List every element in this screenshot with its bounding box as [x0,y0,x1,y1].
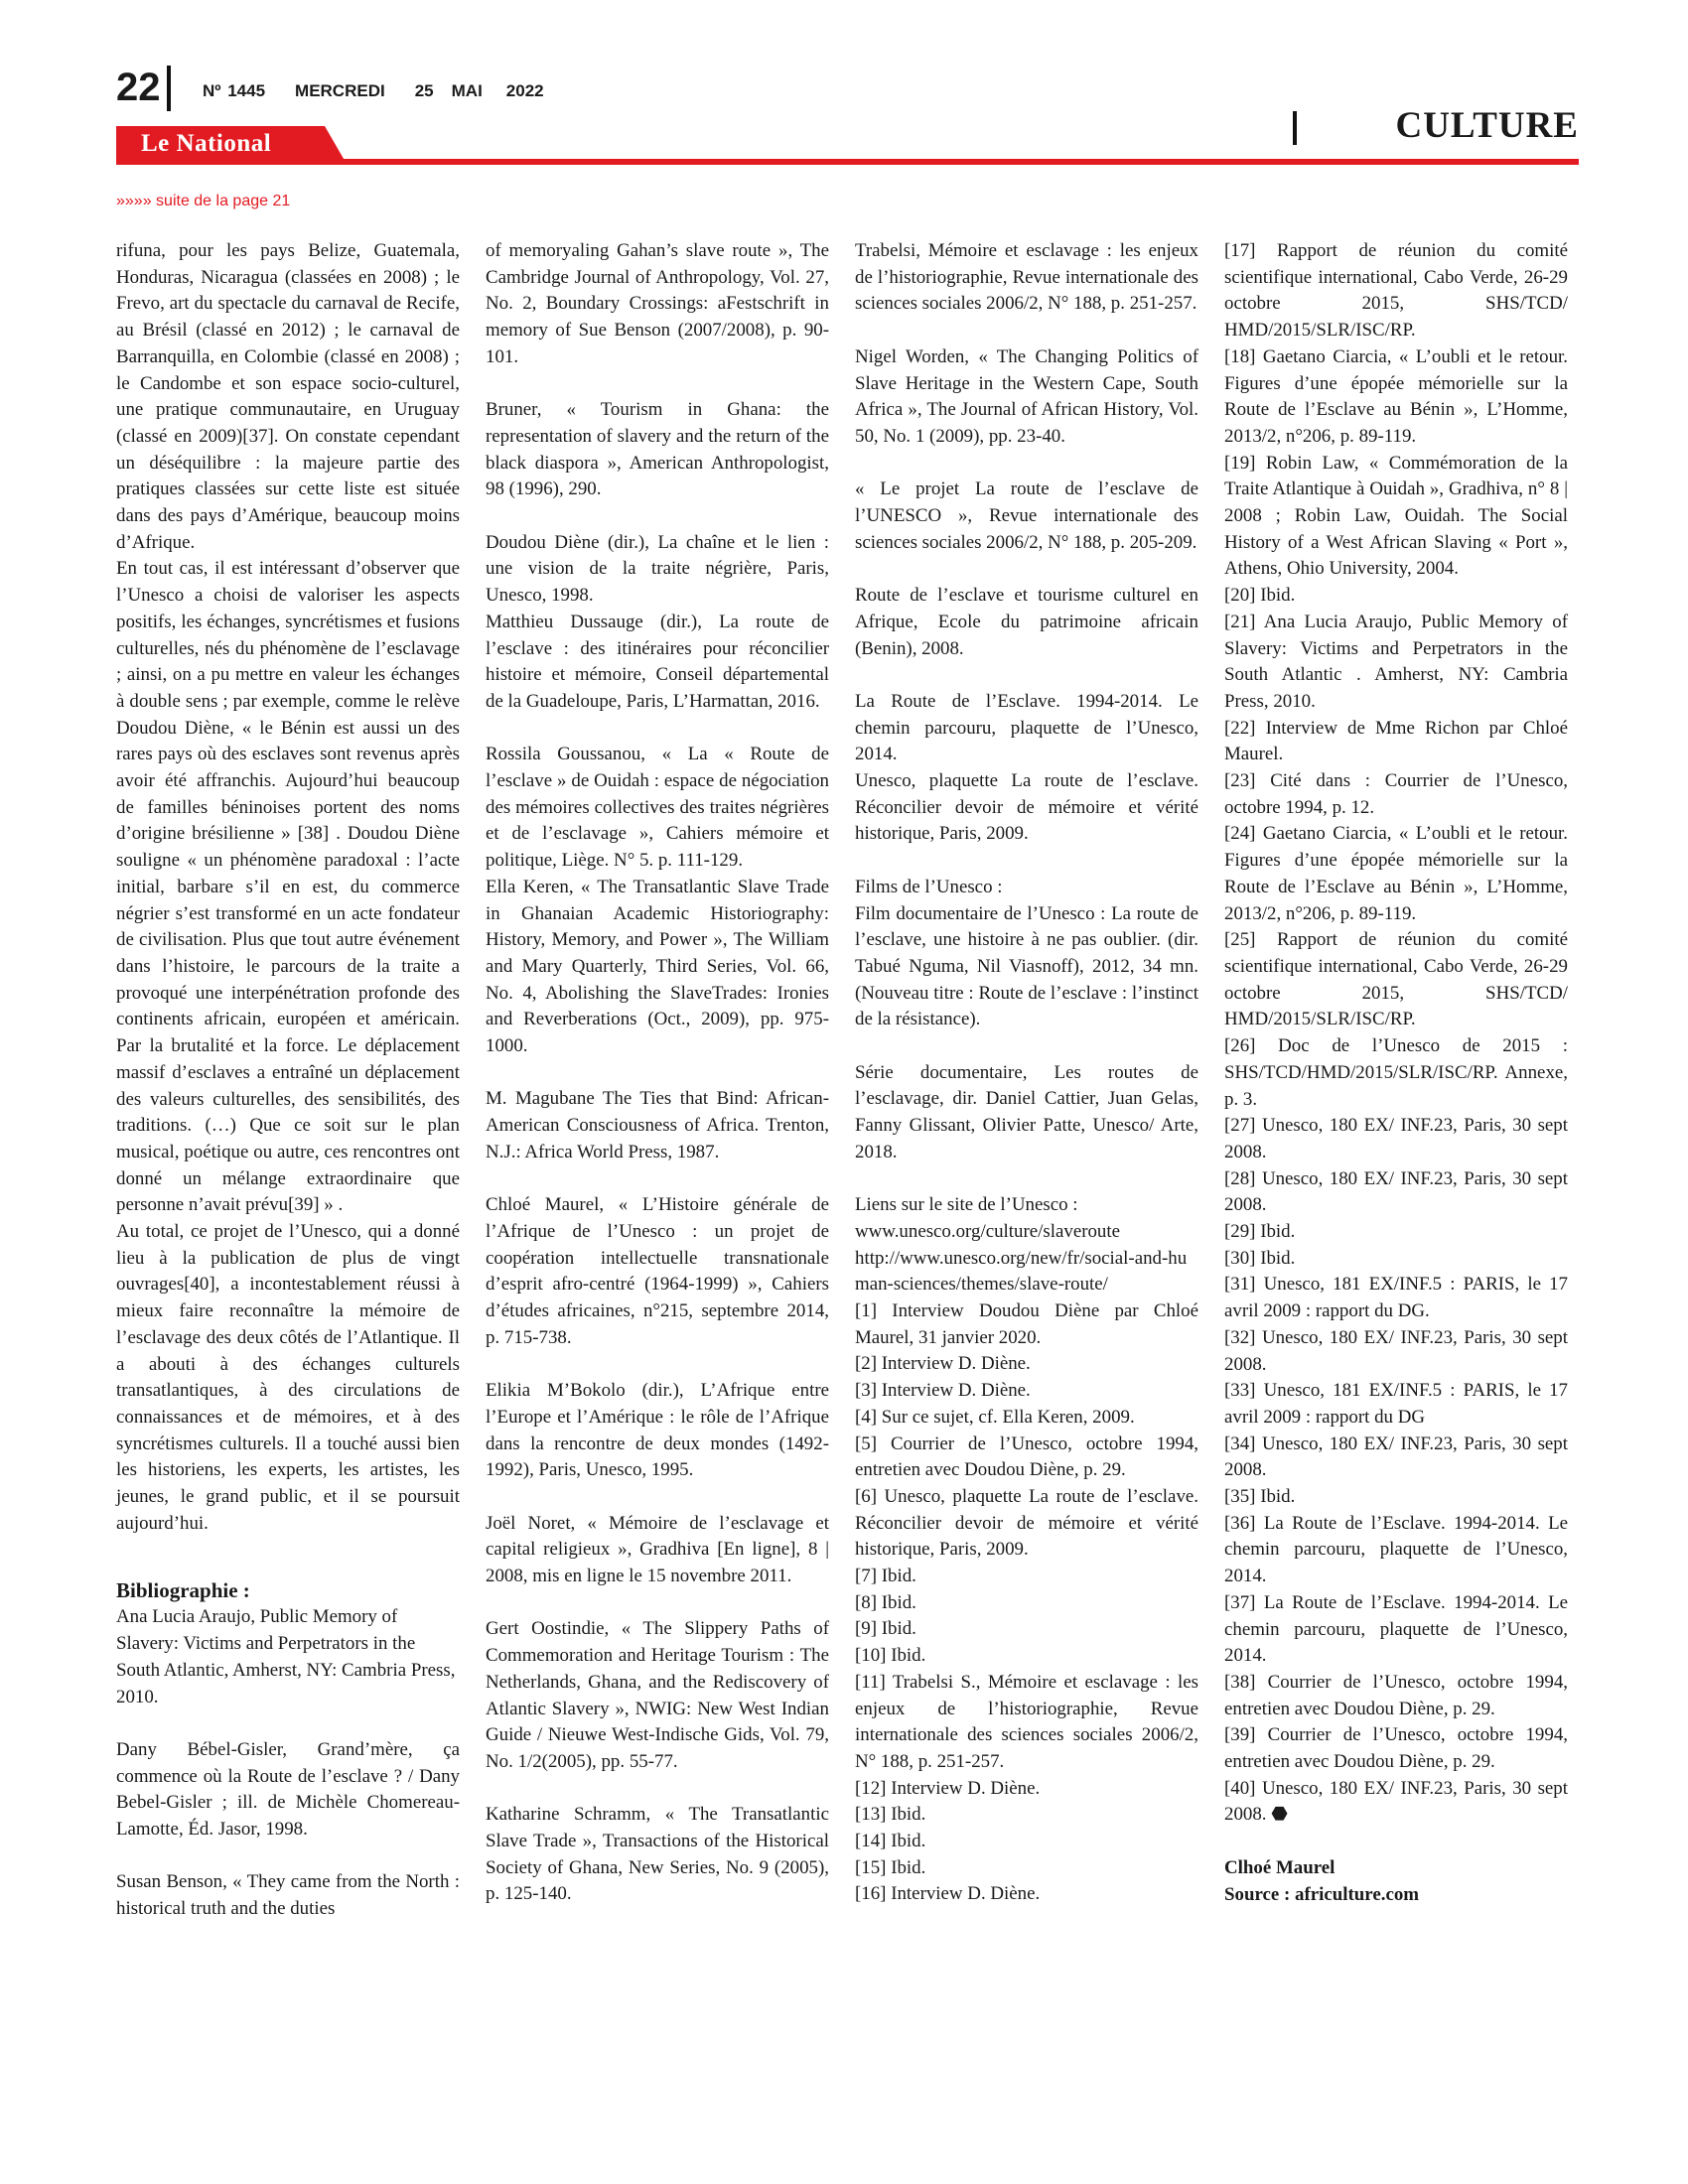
bib-entry: Nigel Worden, « The Changing Politics of Slave Heritage in the Western Cape, South Africa », The Journal of African History, Vol. 50, No. 1 (2009), pp. 23-40. [855,345,1198,447]
bib-entry: M. Magubane The Ties that Bind: African-American Consciousness of Africa. Trenton, N.J.: Africa World Press, 1987. [486,1088,829,1162]
footnote: [22] Interview de Mme Richon par Chloé Maurel. [1224,717,1568,765]
day: 25 [414,81,434,100]
bib-entry: Route de l’esclave et tourisme culturel en Afrique, Ecole du patrimoine africain (Benin), 2008. [855,585,1198,659]
bib-entry: Ana Lucia Araujo, Public Memory of Slavery: Victims and Perpetrators in the South Atlantic, Amherst, NY: Cambria Press, 2010. [116,1606,456,1707]
paragraph: En tout cas, il est intéressant d’observer que l’Unesco a choisi de valoriser les aspects positifs, les échanges, syncrétismes et fusions culturelles, nés du phénomène de l’esclavage ; ainsi, on a pu mettre en valeur les échanges à double sens ; par exemple, comme le relève Doudou Diène, « le Bénin est aussi un des rares pays où des esclaves sont revenus après avoir été affranchis. Aujourd’hui beaucoup de familles béninoises portent des noms d’origine brésilienne » [38] . Doudou Diène souligne « un phénomène paradoxal : l’acte initial, barbare s’il en est, du commerce négrier s’est transformé en un acte fondateur de civilisation. Plus que tout autre événement dans l’histoire, le parcours de la traite a provoqué une interpénétration profonde des continents africain, européen et américain. Par la brutalité et la force. Le déplacement massif d’esclaves a entraîné un déplacement des valeurs culturelles, des sensibilités, des traditions. (…) Que ce soit sur le plan musical, poétique ou autre, ces rencontres ont donné un mélange extraordinaire que personne n’avait prévu[39] » . [116,558,460,1216]
bib-entry: Chloé Maurel, « L’Histoire générale de l’Afrique de l’Unesco : un projet de coopération intellectuelle transnationale d’esprit afro-centré (1964-1999) », Cahiers d’études africaines, n°215, septembre 2014, p. 715-738. [486,1194,829,1348]
footnote: [38] Courrier de l’Unesco, octobre 1994, entretien avec Doudou Diène, p. 29. [1224,1671,1568,1719]
brand-logo: Le National [141,130,272,157]
film-entry: Série documentaire, Les routes de l’esclavage, dir. Daniel Cattier, Juan Gelas, Fanny Glissant, Olivier Patte, Unesco/ Arte, 2018. [855,1061,1198,1162]
footnote: [36] La Route de l’Esclave. 1994-2014. Le chemin parcouru, plaquette de l’Unesco, 2014. [1224,1512,1568,1587]
footnote: [19] Robin Law, « Commémoration de la Traite Atlantique à Ouidah », Gradhiva, n° 8 | 2008 ; Robin Law, Ouidah. The Social History of a West African Slaving « Port », Athens, Ohio University, 2004. [1224,452,1568,580]
footnote: [31] Unesco, 181 EX/INF.5 : PARIS, le 17 avril 2009 : rapport du DG. [1224,1274,1568,1322]
bib-entry: Katharine Schramm, « The Transatlantic Slave Trade », Transactions of the Historical Society of Ghana, New Series, No. 9 (2005), p. 125-140. [486,1804,829,1905]
footnote: [24] Gaetano Ciarcia, « L’oubli et le retour. Figures d’une épopée mémorielle sur la Route de l’Esclave au Bénin », L’Homme, 2013/2, n°206, p. 89-119. [1224,823,1568,924]
footnote: [21] Ana Lucia Araujo, Public Memory of Slavery: Victims and Perpetrators in the South Atlantic . Amherst, NY: Cambria Press, 2010. [1224,611,1568,712]
continued-from: »»»» suite de la page 21 [116,193,291,209]
footnote: [37] La Route de l’Esclave. 1994-2014. Le chemin parcouru, plaquette de l’Unesco, 2014. [1224,1591,1568,1667]
films-title: Films de l’Unesco : [855,876,1003,897]
bibliography-title: Bibliographie : [116,1578,250,1603]
column-1 [116,238,460,1923]
page-header [0,0,1688,179]
footnote: [33] Unesco, 181 EX/INF.5 : PARIS, le 17 avril 2009 : rapport du DG [1224,1380,1568,1428]
footnote: [25] Rapport de réunion du comité scientifique international, Cabo Verde, 26-29 octobre 2015, SHS/TCD/ HMD/2015/SLR/ISC/RP. [1224,929,1568,1030]
bib-entry: Elikia M’Bokolo (dir.), L’Afrique entre l’Europe et l’Amérique : le rôle de l’Afrique dans la rencontre de deux mondes (1492-1992), Paris, Unesco, 1995. [486,1380,829,1481]
bib-entry: Unesco, plaquette La route de l’esclave. Réconcilier devoir de mémoire et vérité historique, Paris, 2009. [855,770,1198,845]
header-rule [116,159,1579,165]
footnote: [12] Interview D. Diène. [855,1777,1041,1799]
footnote: [13] Ibid. [855,1804,926,1826]
bib-entry: Dany Bébel-Gisler, Grand’mère, ça commence où la Route de l’esclave ? / Dany Bebel-Gisler ; ill. de Michèle Chomereau-Lamotte, Éd. Jasor, 1998. [116,1738,460,1841]
bib-entry: Gert Oostindie, « The Slippery Paths of Commemoration and Heritage Tourism : The Netherlands, Ghana, and the Rediscovery of Atlantic Slavery », NWIG: New West Indian Guide / Nieuwe West-Indische Gids, Vol. 79, No. 1/2(2005), pp. 55-77. [486,1618,829,1772]
footnote: [10] Ibid. [855,1645,926,1667]
footnote: [34] Unesco, 180 EX/ INF.23, Paris, 30 sept 2008. [1224,1433,1568,1481]
footnote: [8] Ibid. [855,1591,916,1613]
links-title: Liens sur le site de l’Unesco : [855,1194,1078,1216]
footnote: [26] Doc de l’Unesco de 2015 : SHS/TCD/HMD/2015/SLR/ISC/RP. Annexe, p. 3. [1224,1035,1568,1110]
issue-number: Nº 1445 [203,81,266,100]
column-4 [1224,238,1568,1908]
section-title: CULTURE [1395,105,1579,146]
footnote: [27] Unesco, 180 EX/ INF.23, Paris, 30 sept 2008. [1224,1115,1568,1162]
bib-entry: Ella Keren, « The Transatlantic Slave Trade in Ghanaian Academic Historiography: History, Memory, and Power », The William and Mary Quarterly, Third Series, Vol. 66, No. 4, Abolishing the SlaveTrades: Ironies and Reverberations (Oct., 2009), pp. 975-1000. [486,876,829,1057]
footnote: [39] Courrier de l’Unesco, octobre 1994, entretien avec Doudou Diène, p. 29. [1224,1724,1568,1773]
bib-entry: Susan Benson, « They came from the North : historical truth and the duties [116,1871,460,1920]
bib-entry: Trabelsi, Mémoire et esclavage : les enjeux de l’historiographie, Revue internationale des sciences sociales 2006/2, N° 188, p. 251-257. [855,240,1198,315]
paragraph: Au total, ce projet de l’Unesco, qui a donné lieu à la publication de plus de vingt ouvrages[40], a incontestablement réussi à mieux faire reconnaître la mémoire de l’esclavage des deux côtés de l’Atlantique. Il a abouti à des échanges culturels transatlantiques, à des circulations de connaissances et de mémoires, et à des syncrétismes culturels. Il a touché aussi bien les historiens, les experts, les artistes, les jeunes, le grand public, et il se poursuit aujourd’hui. [116,1221,460,1534]
link[interactable]: http://www.unesco.org/new/fr/social-and-human-sciences/themes/slave-route/ [855,1247,1188,1296]
source-credit: Source : africulture.com [1224,1883,1420,1905]
footnote-last [1224,1776,1568,1829]
column-3 [855,238,1198,1908]
page-number: 22 [116,66,161,109]
footnote: [29] Ibid. [1224,1221,1296,1243]
footnote: [40] Unesco, 180 EX/ INF.23, Paris, 30 sept 2008. [1224,1777,1568,1826]
end-mark-icon: ⬣ [1271,1804,1288,1826]
footnote: [28] Unesco, 180 EX/ INF.23, Paris, 30 sept 2008. [1224,1167,1568,1216]
footnote: [1] Interview Doudou Diène par Chloé Maurel, 31 janvier 2020. [855,1300,1198,1348]
paragraph: rifuna, pour les pays Belize, Guatemala, Honduras, Nicaragua (classées en 2008) ; le Frevo, art du spectacle du carnaval de Recife, au Brésil (classé en 2012) ; le carnaval de Barranquilla, en Colombie (classé en 2008) ; le Candombe et son espace socio-culturel, une pratique communautaire, en Uruguay (classé en 2009)[37]. On constate cependant un déséquilibre : la majeure partie des pratiques classées sur cette liste est située dans des pays d’Amérique, beaucoup moins d’Afrique. [116,240,460,553]
bib-entry: of memoryaling Gahan’s slave route », The Cambridge Journal of Anthropology, Vol. 27, No. 2, Boundary Crossings: aFestschrift in memory of Sue Benson (2007/2008), p. 90-101. [486,240,829,367]
bib-entry: Bruner, « Tourism in Ghana: the representation of slavery and the return of the black diaspora », American Anthropologist, 98 (1996), 290. [486,399,829,500]
bib-entry: Joël Noret, « Mémoire de l’esclavage et capital religieux », Gradhiva [En ligne], 8 | 2008, mis en ligne le 15 novembre 2011. [486,1512,829,1587]
footnote: [15] Ibid. [855,1856,926,1878]
bib-entry: Doudou Diène (dir.), La chaîne et le lien : une vision de la traite négrière, Paris, Unesco, 1998. [486,531,829,607]
weekday: MERCREDI [295,81,385,100]
footnote: [32] Unesco, 180 EX/ INF.23, Paris, 30 sept 2008. [1224,1326,1568,1375]
section-divider [1293,111,1297,145]
bib-entry: Matthieu Dussauge (dir.), La route de l’esclave : des itinéraires pour réconcilier histoire et mémoire, Conseil départemental de la Guadeloupe, Paris, L’Harmattan, 2016. [486,611,829,712]
footnote: [16] Interview D. Diène. [855,1883,1041,1905]
footnote: [4] Sur ce sujet, cf. Ella Keren, 2009. [855,1406,1135,1428]
footnote: [3] Interview D. Diène. [855,1380,1031,1402]
footnote: [30] Ibid. [1224,1247,1296,1269]
footnote: [20] Ibid. [1224,585,1296,607]
author-signature: Clhoé Maurel [1224,1856,1336,1878]
footnote: [18] Gaetano Ciarcia, « L’oubli et le retour. Figures d’une épopée mémorielle sur la Route de l’Esclave au Bénin », L’Homme, 2013/2, n°206, p. 89-119. [1224,345,1568,447]
footnote: [7] Ibid. [855,1566,916,1587]
footnote: [35] Ibid. [1224,1486,1296,1508]
year: 2022 [505,81,544,100]
bib-entry: Rossila Goussanou, « La « Route de l’esclave » de Ouidah : espace de négociation des mémoires collectives des traites négrières et de l’esclavage », Cahiers mémoire et politique, Liège. N° 5. p. 111-129. [486,744,829,872]
bib-entry: La Route de l’Esclave. 1994-2014. Le chemin parcouru, plaquette de l’Unesco, 2014. [855,690,1198,765]
issue-line [203,81,574,101]
footnote: [9] Ibid. [855,1618,916,1640]
footnote: [14] Ibid. [855,1831,926,1852]
footnote: [2] Interview D. Diène. [855,1353,1031,1375]
footnote: [5] Courrier de l’Unesco, octobre 1994, entretien avec Doudou Diène, p. 29. [855,1433,1198,1481]
footnote: [17] Rapport de réunion du comité scientifique international, Cabo Verde, 26-29 octobre 2015, SHS/TCD/ HMD/2015/SLR/ISC/RP. [1224,240,1568,341]
month: MAI [451,81,483,100]
footnote: [11] Trabelsi S., Mémoire et esclavage : les enjeux de l’historiographie, Revue internationale des sciences sociales 2006/2, N° 188, p. 251-257. [855,1671,1198,1772]
column-2 [486,238,829,1908]
bib-entry: « Le projet La route de l’esclave de l’UNESCO », Revue internationale des sciences sociales 2006/2, N° 188, p. 205-209. [855,478,1198,553]
link[interactable]: www.unesco.org/culture/slaveroute [855,1220,1121,1242]
footnote: [23] Cité dans : Courrier de l’Unesco, octobre 1994, p. 12. [1224,770,1568,818]
film-entry: Film documentaire de l’Unesco : La route de l’esclave, une histoire à ne pas oublier. (dir. Tabué Nguma, Nil Viasnoff), 2012, 34 mn. (Nouveau titre : Route de l’esclave : l’instinct de la résistance). [855,902,1198,1030]
footnote: [6] Unesco, plaquette La route de l’esclave. Réconcilier devoir de mémoire et vérité historique, Paris, 2009. [855,1485,1198,1561]
divider [167,66,171,111]
